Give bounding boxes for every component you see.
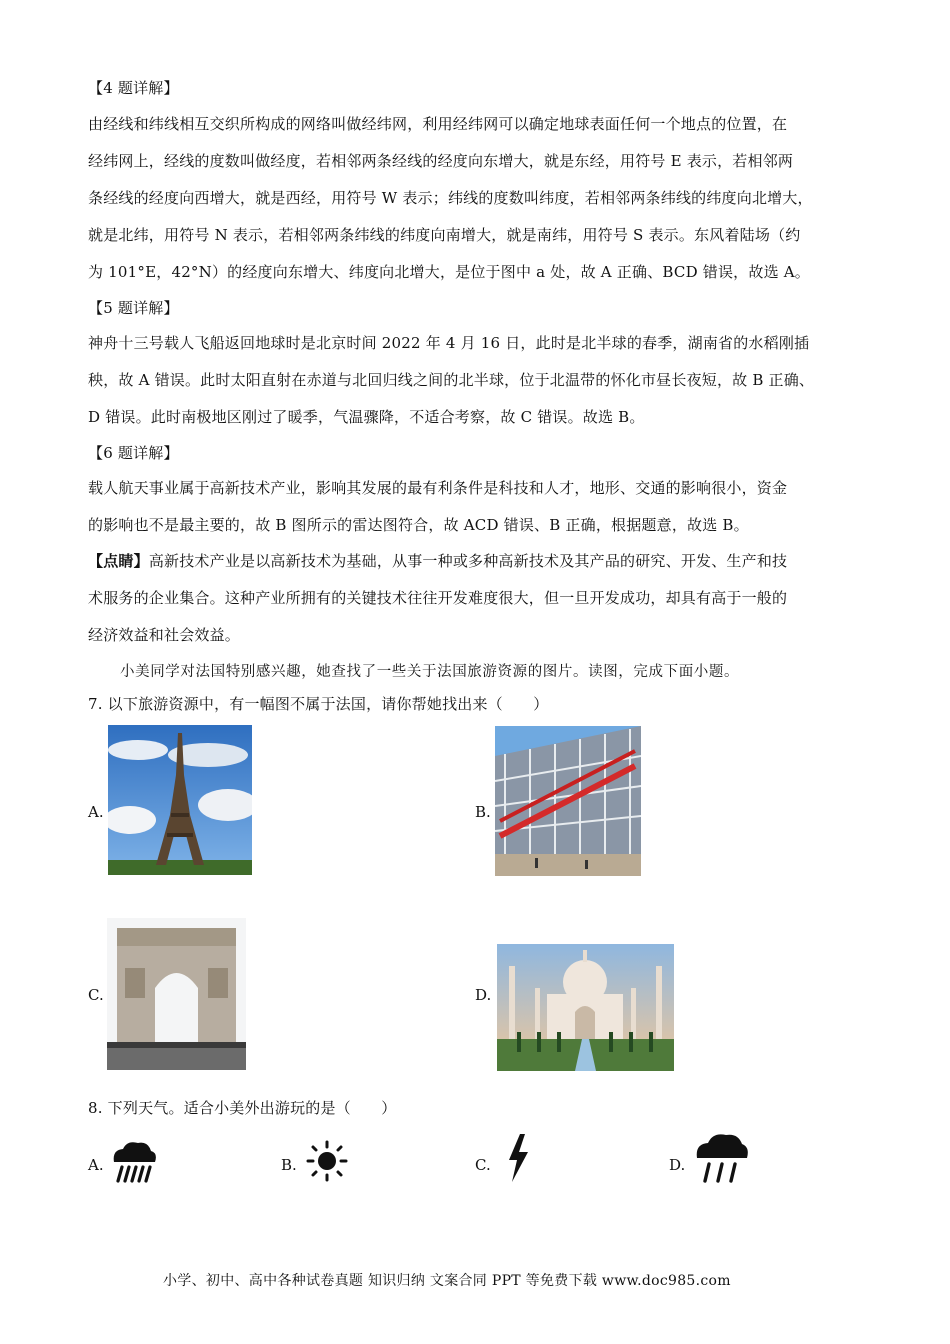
q4-line-3: 条经线的经度向西增大，就是西经，用符号 W 表示；纬线的度数叫纬度，若相邻两条纬线的纬度向北增大， [88, 189, 813, 207]
taj-mahal-photo[interactable] [497, 944, 674, 1071]
pompidou-centre-photo[interactable] [495, 726, 641, 876]
tip-tag: 【点睛】 [88, 552, 149, 570]
q7-option-b-label: B. [475, 803, 491, 821]
q5-line-2: 秧，故 A 错误。此时太阳直射在赤道与北回归线之间的北半球，位于北温带的怀化市昼长夜短，故 B 正确、 [88, 371, 815, 389]
question-intro: 小美同学对法国特别感兴趣，她查找了一些关于法国旅游资源的图片。读图，完成下面小题。 [120, 664, 740, 680]
q6-header: 【6 题详解】 [88, 444, 179, 462]
q4-line-2: 经纬网上，经线的度数叫做经度，若相邻两条经线的经度向东增大，就是东经，用符号 E 表示，若相邻两 [88, 152, 794, 170]
q8-stem: 8. 下列天气。适合小美外出游玩的是（ ） [88, 1099, 397, 1117]
q5-header: 【5 题详解】 [88, 299, 179, 317]
q7-option-d-label: D. [475, 986, 492, 1004]
q8-option-d-label: D. [669, 1156, 686, 1174]
tip-text-1: 高新技术产业是以高新技术为基础，从事一种或多种高新技术及其产品的研究、开发、生产和技 [148, 552, 788, 570]
eiffel-tower-photo[interactable] [108, 725, 252, 875]
q4-line-1: 由经线和纬线相互交织所构成的网络叫做经纬网，利用经纬网可以确定地球表面任何一个地点的位置，在 [88, 115, 788, 133]
lightning-icon[interactable] [505, 1133, 531, 1183]
q4-line-4: 就是北纬，用符号 N 表示，若相邻两条纬线的纬度向南增大，就是南纬，用符号 S 表示。东风着陆场（约 [88, 226, 801, 244]
tip-line-1 [88, 550, 787, 571]
arc-de-triomphe-photo[interactable] [107, 918, 246, 1070]
q7-stem: 7. 以下旅游资源中，有一幅图不属于法国，请你帮她找出来（ ） [88, 695, 549, 713]
q7-option-a-label: A. [88, 803, 104, 821]
tip-line-2: 术服务的企业集合。这种产业所拥有的关键技术往往开发难度很大，但一旦开发成功，却具有高于一般的 [88, 589, 788, 607]
sunny-icon[interactable] [305, 1140, 349, 1182]
q8-option-c-label: C. [475, 1156, 491, 1174]
page-footer: 小学、初中、高中各种试卷真题 知识归纳 文案合同 PPT 等免费下载 www.doc985.com [163, 1273, 731, 1289]
q4-line-5: 为 101°E，42°N）的经度向东增大、纬度向北增大，是位于图中 a 处，故 A 正确、BCD 错误，故选 A。 [88, 263, 810, 281]
q5-line-1: 神舟十三号载人飞船返回地球时是北京时间 2022 年 4 月 16 日，此时是北半球的春季，湖南省的水稻刚插 [88, 334, 810, 352]
q8-option-a-label: A. [88, 1156, 104, 1174]
q5-line-3: D 错误。此时南极地区刚过了暖季，气温骤降，不适合考察，故 C 错误。故选 B。 [88, 408, 645, 426]
q8-option-b-label: B. [281, 1156, 297, 1174]
heavy-rain-icon[interactable] [108, 1138, 158, 1184]
q4-header: 【4 题详解】 [88, 79, 179, 97]
light-rain-icon[interactable] [693, 1130, 751, 1184]
q7-option-c-label: C. [88, 986, 104, 1004]
q6-line-1: 载人航天事业属于高新技术产业，影响其发展的最有利条件是科技和人才，地形、交通的影响很小，资金 [88, 479, 788, 497]
tip-line-3: 经济效益和社会效益。 [88, 626, 241, 644]
q6-line-2: 的影响也不是最主要的，故 B 图所示的雷达图符合，故 ACD 错误、B 正确，根据题意，故选 B。 [88, 516, 749, 534]
